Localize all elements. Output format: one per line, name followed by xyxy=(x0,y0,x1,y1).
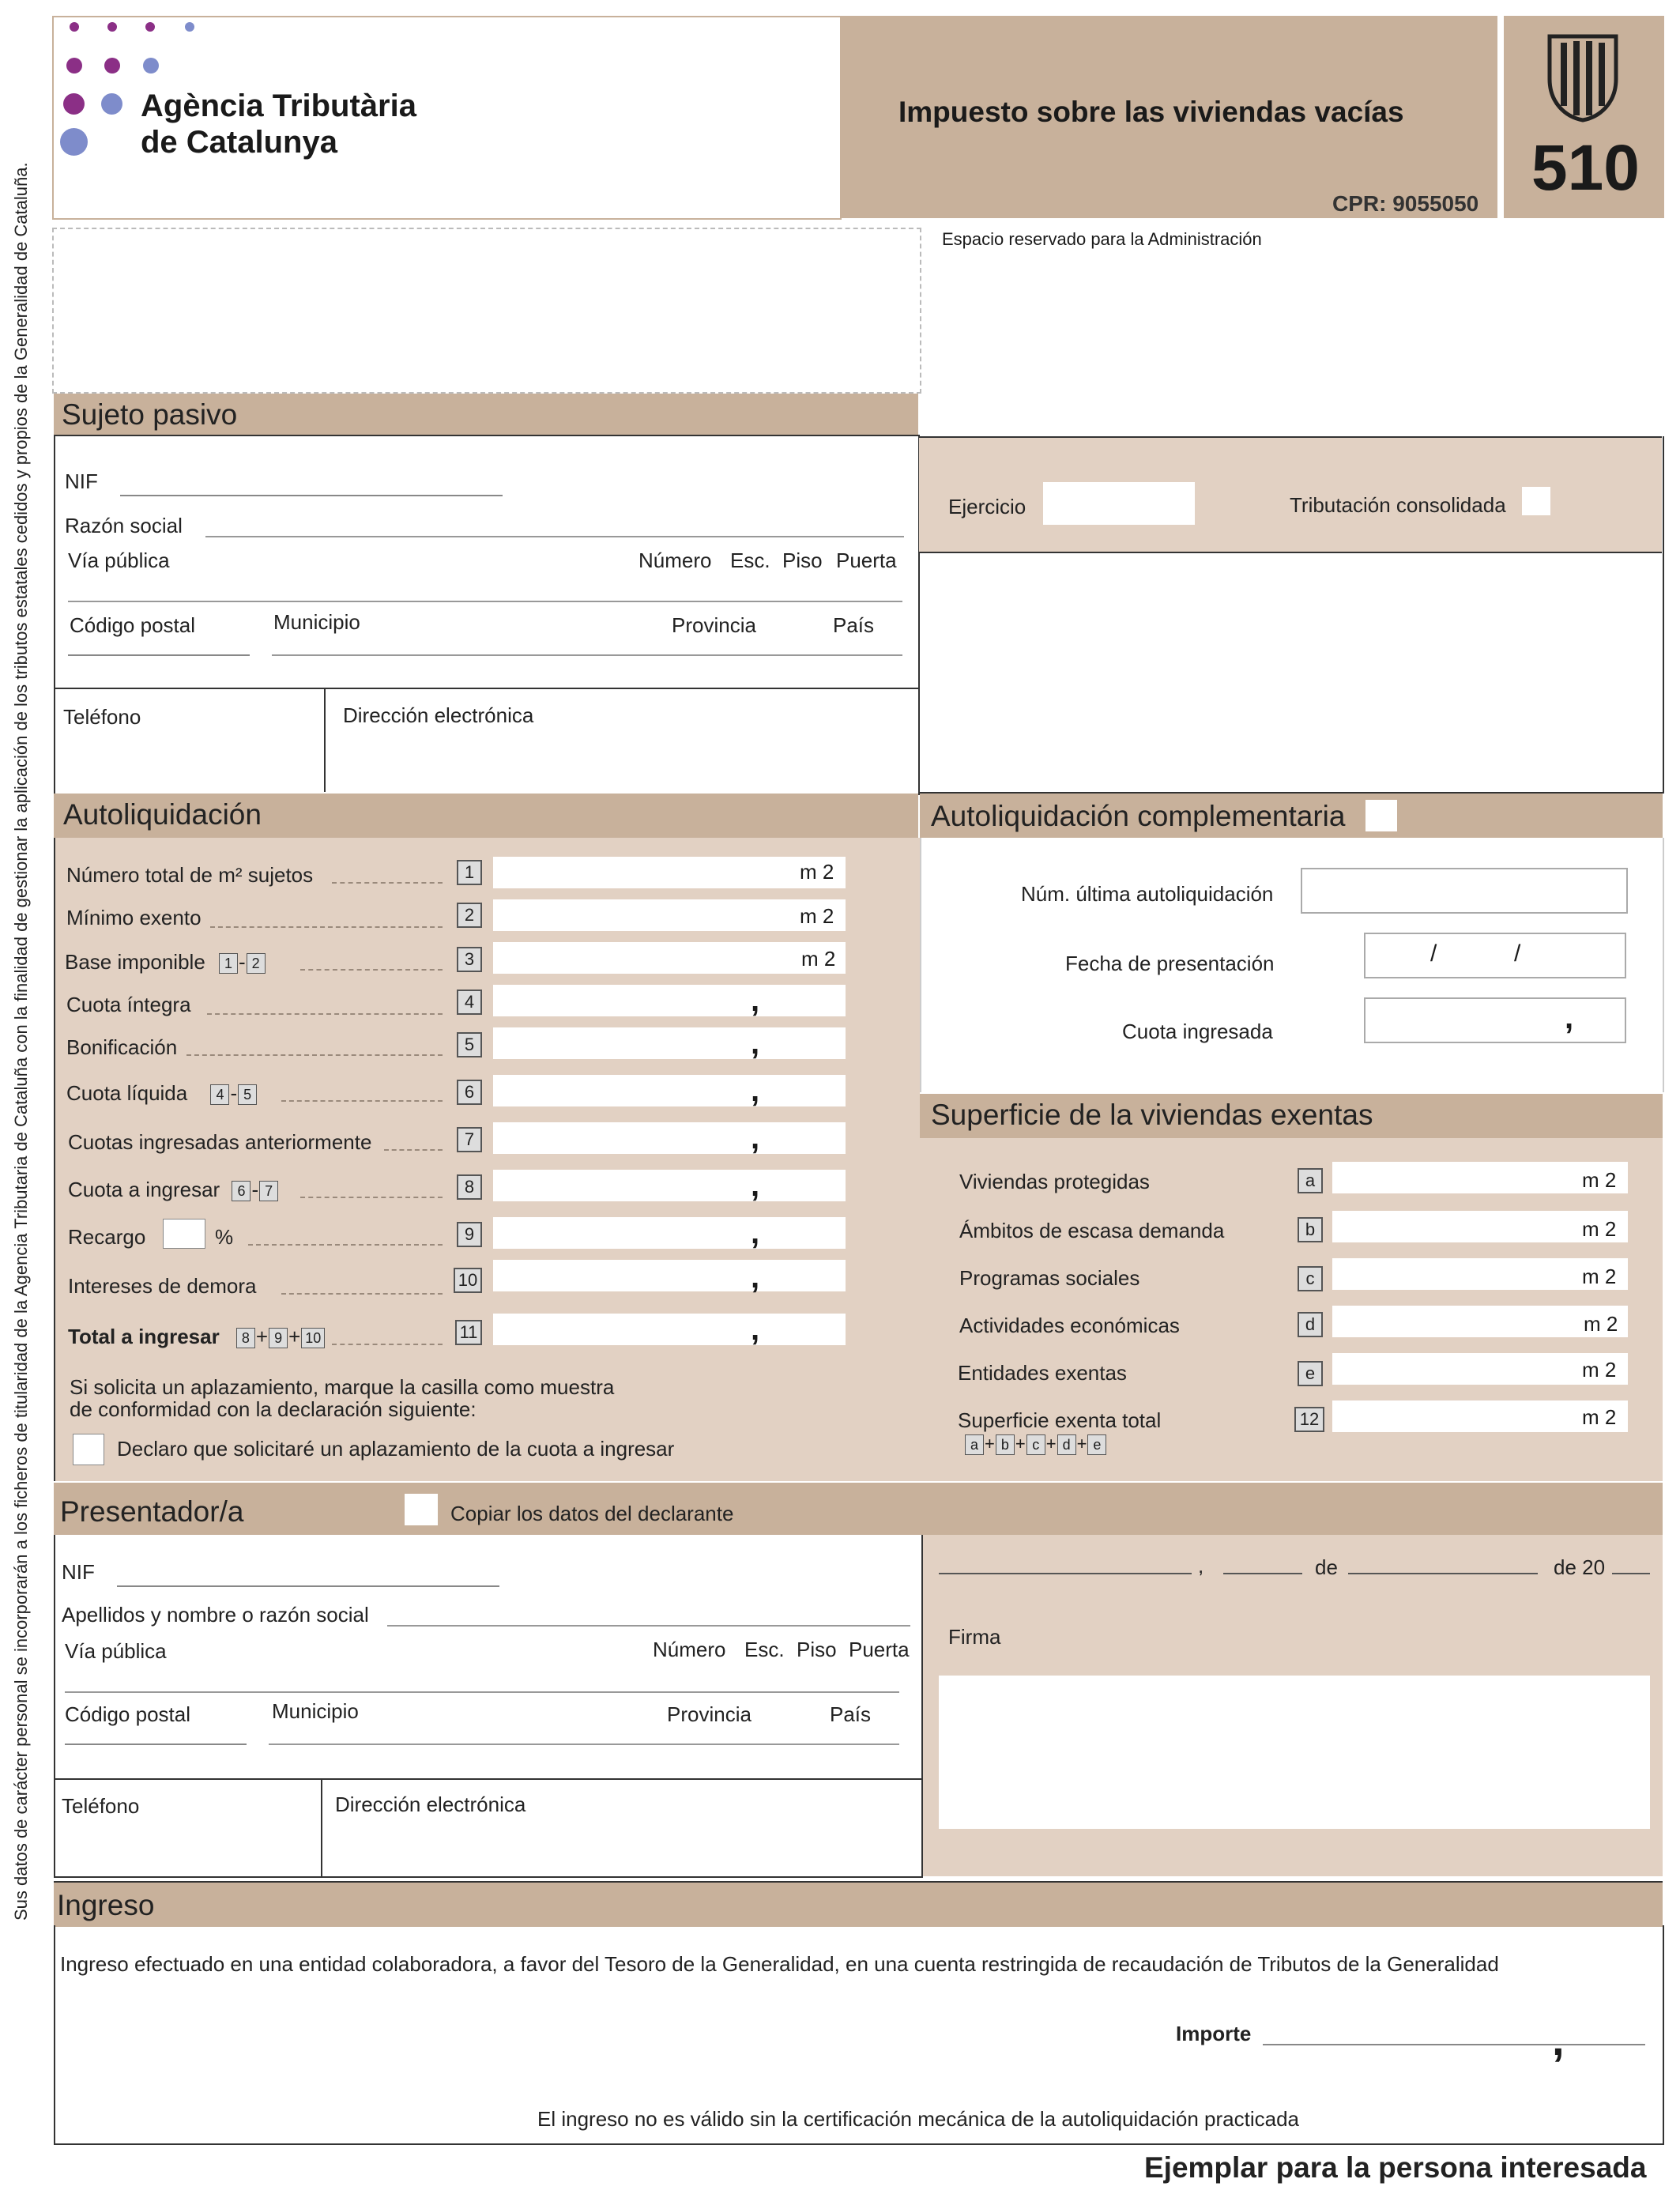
ingreso-header xyxy=(54,1881,1663,1927)
autoliq-row-11-label xyxy=(68,1325,326,1349)
leader-dots xyxy=(186,1054,443,1056)
presentador-provincia-label: Provincia xyxy=(667,1702,751,1726)
aplazamiento-checkbox[interactable] xyxy=(73,1434,104,1465)
firma-anio-field[interactable] xyxy=(1612,1573,1650,1574)
decimal-comma: , xyxy=(751,1260,760,1295)
sujeto-razon-field[interactable] xyxy=(205,536,904,537)
autoliq-row-6-label xyxy=(66,1081,258,1106)
superficie-row-b-key: b xyxy=(1298,1217,1323,1242)
autoliq-row-4-label: Cuota íntegra xyxy=(66,993,191,1016)
ref-box: 2 xyxy=(247,953,266,974)
decimal-comma: , xyxy=(751,1073,760,1108)
logo-dot xyxy=(145,22,155,32)
importe-label: Importe xyxy=(1176,2022,1252,2045)
leader-dots xyxy=(332,1344,443,1345)
consolidada-checkbox[interactable] xyxy=(1522,487,1550,515)
unit-m2: m 2 xyxy=(1584,1312,1618,1336)
decimal-comma: , xyxy=(751,1168,760,1203)
casilla-7-number: 7 xyxy=(457,1127,482,1152)
presentador-cp-label: Código postal xyxy=(65,1702,190,1726)
ref-op: + xyxy=(255,1325,269,1348)
autoliq-row-5-label: Bonificación xyxy=(66,1035,178,1059)
unit-m2: m 2 xyxy=(1582,1265,1617,1288)
ref-op: + xyxy=(1045,1434,1057,1453)
ref-op: + xyxy=(288,1325,301,1348)
decimal-comma: , xyxy=(751,983,760,1018)
ejercicio-divider xyxy=(919,552,1662,553)
ref-box: b xyxy=(996,1434,1015,1455)
sujeto-email-label: Dirección electrónica xyxy=(343,703,534,727)
ref-op: + xyxy=(985,1434,995,1453)
casilla-10-input[interactable] xyxy=(493,1260,846,1291)
superficie-row-a-label: Viviendas protegidas xyxy=(959,1170,1150,1193)
decimal-comma: , xyxy=(751,1216,760,1250)
total-ingresar-label: Total a ingresar xyxy=(68,1325,220,1348)
presentador-title: Presentador/a xyxy=(60,1495,244,1528)
presentador-email-label: Dirección electrónica xyxy=(335,1793,526,1816)
ref-box: c xyxy=(1026,1434,1045,1455)
aplazamiento-text-2: de conformidad con la declaración siguiente: xyxy=(70,1397,477,1421)
superficie-total-key: 12 xyxy=(1294,1407,1324,1432)
logo-dot xyxy=(143,58,159,74)
firma-comma: , xyxy=(1198,1554,1204,1578)
superficie-title: Superficie de la viviendas exentas xyxy=(931,1099,1373,1131)
presentador-divider-v xyxy=(321,1778,322,1876)
sujeto-esc-label: Esc. xyxy=(730,548,770,572)
superficie-total-refs xyxy=(964,1434,1107,1455)
aplazamiento-check-label: Declaro que solicitaré un aplazamiento de la cuota a ingresar xyxy=(117,1437,675,1461)
privacy-side-text: Sus datos de carácter personal se incorporarán a los ficheros de titularidad de la Agencia Tributaria de Cataluña con la finalidad de gestionar la aplicación de los tributos estatales cedidos y propios de la Generalidad de Cataluña. xyxy=(11,162,31,1921)
presentador-cp-field[interactable] xyxy=(65,1734,247,1745)
leader-dots xyxy=(281,1100,443,1102)
decimal-comma: , xyxy=(751,1026,760,1061)
casilla-8-number: 8 xyxy=(457,1174,482,1200)
logo-dot xyxy=(60,128,88,156)
firma-lugar-field[interactable] xyxy=(939,1573,1192,1574)
sujeto-via-label: Vía pública xyxy=(68,548,170,572)
presentador-esc-label: Esc. xyxy=(744,1638,785,1661)
sujeto-razon-label: Razón social xyxy=(65,514,183,537)
casilla-4-input[interactable] xyxy=(493,985,846,1016)
ref-box: 9 xyxy=(269,1328,288,1348)
casilla-11-number: 11 xyxy=(455,1320,482,1345)
ref-op: - xyxy=(239,950,246,974)
reserved-dashed-box xyxy=(52,228,921,394)
presentador-municipio-label: Municipio xyxy=(272,1699,359,1723)
sujeto-piso-label: Piso xyxy=(782,548,823,572)
sujeto-pais-label: País xyxy=(833,613,875,637)
unit-m2: m 2 xyxy=(800,860,834,884)
firma-mes-field[interactable] xyxy=(1348,1573,1538,1574)
ejercicio-input[interactable] xyxy=(1043,482,1195,525)
logo-text-line2: de Catalunya xyxy=(141,125,337,160)
consolidada-label: Tributación consolidada xyxy=(1290,493,1506,517)
superficie-row-e-key: e xyxy=(1298,1361,1323,1386)
ref-box: 4 xyxy=(210,1084,229,1105)
presentador-piso-label: Piso xyxy=(797,1638,837,1661)
casilla-9-input[interactable] xyxy=(493,1217,846,1249)
sujeto-divider-v xyxy=(324,688,326,792)
cuota-ingresar-label: Cuota a ingresar xyxy=(68,1178,220,1201)
logo-text-line1: Agència Tributària xyxy=(141,89,416,123)
presentador-divider xyxy=(54,1778,921,1780)
decimal-comma: , xyxy=(1552,2015,1565,2064)
casilla-9-number: 9 xyxy=(457,1222,482,1247)
footer-copy-label: Ejemplar para la persona interesada xyxy=(1144,2151,1647,2184)
sujeto-provincia-label: Provincia xyxy=(672,613,756,637)
sujeto-nif-label: NIF xyxy=(65,469,98,493)
superficie-row-d-key: d xyxy=(1298,1312,1323,1337)
casilla-3-input[interactable] xyxy=(493,942,846,974)
presentador-apellidos-field[interactable] xyxy=(387,1625,910,1627)
presentador-numero-label: Número xyxy=(653,1638,726,1661)
ref-box: 7 xyxy=(259,1181,278,1201)
fecha-sep-1: / xyxy=(1430,941,1437,967)
firma-label: Firma xyxy=(948,1625,1001,1649)
leader-dots xyxy=(248,1244,443,1246)
cuota-ingresada-label: Cuota ingresada xyxy=(1122,1020,1273,1043)
casilla-6-input[interactable] xyxy=(493,1075,846,1106)
sujeto-numero-label: Número xyxy=(638,548,712,572)
casilla-6-number: 6 xyxy=(457,1080,482,1105)
casilla-2-input[interactable] xyxy=(493,899,846,931)
leader-dots xyxy=(300,1197,443,1198)
unit-m2: m 2 xyxy=(1582,1358,1617,1382)
logo-dot xyxy=(104,58,120,74)
fecha-sep-2: / xyxy=(1514,941,1521,967)
presentador-via-label: Vía pública xyxy=(65,1639,167,1663)
ref-box: 6 xyxy=(232,1181,250,1201)
logo-dot xyxy=(185,22,194,32)
logo-dot xyxy=(101,93,122,115)
ref-op: + xyxy=(1076,1434,1087,1453)
ref-box: 5 xyxy=(238,1084,257,1105)
num-ultima-label: Núm. última autoliquidación xyxy=(1021,882,1274,906)
leader-dots xyxy=(281,1293,443,1295)
ejercicio-label: Ejercicio xyxy=(948,495,1026,518)
ref-box: 10 xyxy=(301,1328,325,1348)
casilla-2-number: 2 xyxy=(457,903,482,928)
cuota-ingresada-input[interactable] xyxy=(1364,997,1626,1043)
leader-dots xyxy=(210,926,443,928)
presentador-apellidos-label: Apellidos y nombre o razón social xyxy=(62,1603,369,1627)
ingreso-text: Ingreso efectuado en una entidad colaboradora, a favor del Tesoro de la Generalidad, en una cuenta restringida de recaudación de Tributos de la Generalidad xyxy=(60,1952,1499,1976)
presentador-nif-label: NIF xyxy=(62,1560,95,1584)
sujeto-cp-field[interactable] xyxy=(68,645,250,656)
unit-m2: m 2 xyxy=(1582,1405,1617,1429)
aplazamiento-text-1: Si solicita un aplazamiento, marque la casilla como muestra xyxy=(70,1375,615,1399)
ref-box: e xyxy=(1087,1434,1106,1455)
decimal-comma: , xyxy=(751,1121,760,1155)
presentador-header xyxy=(54,1483,1663,1535)
autoliq-title: Autoliquidación xyxy=(63,798,262,831)
logo-dot xyxy=(66,58,82,74)
presentador-puerta-label: Puerta xyxy=(849,1638,910,1661)
ref-box: a xyxy=(965,1434,984,1455)
superficie-row-b-label: Ámbitos de escasa demanda xyxy=(959,1219,1225,1242)
presentador-via-field[interactable] xyxy=(65,1691,899,1693)
ingreso-title: Ingreso xyxy=(57,1889,155,1921)
recargo-pct-input[interactable] xyxy=(163,1219,205,1249)
ref-op: + xyxy=(1015,1434,1026,1453)
importe-field[interactable] xyxy=(1263,2033,1645,2045)
sujeto-municipio-field[interactable] xyxy=(272,654,902,656)
model-number: 510 xyxy=(1531,132,1640,204)
ref-op: - xyxy=(251,1178,259,1201)
ref-op: - xyxy=(230,1081,238,1105)
leader-dots xyxy=(300,969,443,971)
logo-dot xyxy=(70,22,79,32)
autoliq-row-2-label: Mínimo exento xyxy=(66,906,202,929)
sujeto-via-field[interactable] xyxy=(68,601,902,602)
num-ultima-input[interactable] xyxy=(1301,868,1628,914)
sujeto-telefono-label: Teléfono xyxy=(63,705,141,729)
autoliq-row-10-label: Intereses de demora xyxy=(68,1274,257,1298)
casilla-1-input[interactable] xyxy=(493,857,846,888)
ref-box: 1 xyxy=(219,953,238,974)
ingreso-note: El ingreso no es válido sin la certificación mecánica de la autoliquidación practicada xyxy=(537,2107,1299,2131)
presentador-municipio-field[interactable] xyxy=(269,1744,899,1745)
sujeto-puerta-label: Puerta xyxy=(836,548,897,572)
firma-de-label: de xyxy=(1315,1555,1338,1579)
autoliq-row-3-label xyxy=(65,950,266,974)
catalonia-shield-icon xyxy=(1545,32,1621,123)
casilla-3-number: 3 xyxy=(457,947,482,972)
unit-m2: m 2 xyxy=(1582,1217,1617,1241)
ref-box: d xyxy=(1057,1434,1076,1455)
superficie-row-c-key: c xyxy=(1298,1266,1323,1291)
ejercicio-outline xyxy=(918,436,1664,794)
unit-m2: m 2 xyxy=(801,947,836,971)
decimal-comma: , xyxy=(1565,1001,1574,1035)
fecha-input[interactable] xyxy=(1364,933,1626,978)
firma-dia-field[interactable] xyxy=(1223,1573,1302,1574)
sujeto-cp-label: Código postal xyxy=(70,613,195,637)
copiar-datos-checkbox[interactable] xyxy=(405,1494,438,1525)
decimal-comma: , xyxy=(751,1312,760,1347)
casilla-8-input[interactable] xyxy=(493,1170,846,1201)
leader-dots xyxy=(384,1149,443,1151)
logo-dot xyxy=(63,93,85,115)
superficie-row-a-key: a xyxy=(1298,1168,1323,1193)
autoliq-row-9-label: Recargo xyxy=(68,1225,146,1249)
presentador-nif-field[interactable] xyxy=(117,1573,499,1587)
casilla-10-number: 10 xyxy=(454,1268,482,1293)
logo-dot xyxy=(107,22,117,32)
leader-dots xyxy=(332,882,443,884)
casilla-5-number: 5 xyxy=(457,1032,482,1057)
sujeto-divider xyxy=(54,688,918,689)
firma-signature-box[interactable] xyxy=(939,1676,1650,1829)
cuota-liquida-label: Cuota líquida xyxy=(66,1081,188,1105)
complementaria-checkbox[interactable] xyxy=(1365,800,1397,831)
reserved-label: Espacio reservado para la Administración xyxy=(942,229,1262,249)
form-title: Impuesto sobre las viviendas vacías xyxy=(898,96,1404,128)
firma-de20-label: de 20 xyxy=(1554,1555,1606,1579)
superficie-row-c-label: Programas sociales xyxy=(959,1266,1140,1290)
sujeto-title: Sujeto pasivo xyxy=(62,398,238,431)
leader-dots xyxy=(207,1013,443,1015)
casilla-4-number: 4 xyxy=(457,990,482,1015)
casilla-11-input[interactable] xyxy=(493,1314,846,1345)
casilla-7-input[interactable] xyxy=(493,1122,846,1154)
cpr-code: CPR: 9055050 xyxy=(1332,191,1479,216)
unit-m2: m 2 xyxy=(800,904,834,928)
copiar-datos-label: Copiar los datos del declarante xyxy=(450,1502,734,1525)
complementaria-title: Autoliquidación complementaria xyxy=(931,800,1346,832)
fecha-label: Fecha de presentación xyxy=(1065,952,1275,975)
ref-box: 8 xyxy=(236,1328,255,1348)
sujeto-municipio-label: Municipio xyxy=(273,610,360,634)
unit-m2: m 2 xyxy=(1582,1168,1617,1192)
base-imponible-label: Base imponible xyxy=(65,950,205,974)
superficie-row-e-label: Entidades exentas xyxy=(958,1361,1127,1385)
casilla-5-input[interactable] xyxy=(493,1027,846,1059)
presentador-pais-label: País xyxy=(830,1702,872,1726)
superficie-total-label: Superficie exenta total xyxy=(958,1408,1162,1432)
autoliq-row-1-label: Número total de m² sujetos xyxy=(66,863,314,887)
sujeto-nif-field[interactable] xyxy=(120,482,503,496)
presentador-telefono-label: Teléfono xyxy=(62,1794,140,1818)
autoliq-row-8-label xyxy=(68,1178,279,1202)
casilla-1-number: 1 xyxy=(457,860,482,885)
autoliq-row-7-label: Cuotas ingresadas anteriormente xyxy=(68,1130,372,1154)
superficie-row-d-label: Actividades económicas xyxy=(959,1314,1180,1337)
recargo-pct-sign: % xyxy=(215,1225,234,1249)
